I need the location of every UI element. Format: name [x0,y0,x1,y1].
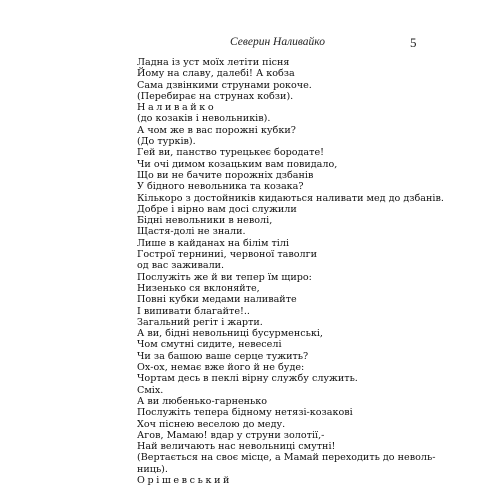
verse-line: А ви любенько-гарненько [137,395,268,407]
verse-line: Повні кубки медами наливайте [137,294,297,306]
verse-line: Ох-ох, немає вже його й не буде: [137,362,305,374]
stage-direction: Загальний регіт і жарти. [137,316,263,328]
verse-line: Чом смутні сидите, невеселі [137,339,282,351]
verse-line: од вас заживали. [137,260,225,272]
verse-line: Хоч піснею веселою до меду. [137,418,286,430]
play-text [137,57,444,486]
verse-line: Низенько ся вклоняйте, [137,282,260,294]
verse-line: Йому на славу, далебі! А кобза [137,68,295,80]
verse-line: Послужіть тепера бідному нетязі-козакові [137,407,353,419]
stage-direction: (Вертається на своє місце, а Мамай переходить до неволь- [137,452,436,464]
stage-direction: ниць). [137,463,168,475]
page-number: 5 [410,35,417,50]
verse-line: Чортам десь в пеклі вірну службу служить. [137,373,358,385]
stage-direction: (Перебирає на струнах кобзи). [137,90,294,102]
stage-direction: (до козаків і невольників). [137,113,271,125]
verse-line: У бідного невольника та козака? [137,181,304,193]
verse-line: Гей ви, панство турецькеє бородате! [137,147,324,159]
stage-direction: Кількоро з достойників кидаються наливати мед до дзбанів. [137,192,444,204]
verse-line: Лише в кайданах на білім тілі [137,237,290,249]
verse-line: Бідні невольники в неволі, [137,215,273,227]
stage-direction: (До турків). [137,136,196,148]
verse-line: Сама дзвінкими струнами рокоче. [137,79,312,91]
verse-line: І випивати благайте!.. [137,305,250,317]
verse-line: Чи очі димом козацьким вам повидало, [137,158,338,170]
verse-line: А чом же в вас порожні кубки? [137,124,296,136]
verse-line: А ви, бідні невольниці бусурменські, [137,328,323,340]
stage-direction: Сміх. [137,384,164,396]
verse-line: Послужіть же й ви тепер їм щиро: [137,271,312,283]
speaker-name: Наливайко [137,102,217,114]
verse-line: Щастя-долі не знали. [137,226,246,238]
verse-line: Ладна із уст моїх летіти пісня [137,57,290,68]
verse-line: Агов, Мамаю! вдар у струни золотії,- [137,429,325,441]
verse-line: Чи за башою ваше серце тужить? [137,350,309,362]
verse-line: Най величають нас невольниці смутні! [137,441,336,453]
verse-line: Гострої терниниі, червоної таволги [137,249,318,261]
running-title: Северин Наливайко [230,36,325,48]
verse-line: Що ви не бачите порожніх дзбанів [137,169,314,181]
speaker-name: Орішевський [137,474,233,486]
verse-line: Добре і вірно вам досі служили [137,203,297,215]
